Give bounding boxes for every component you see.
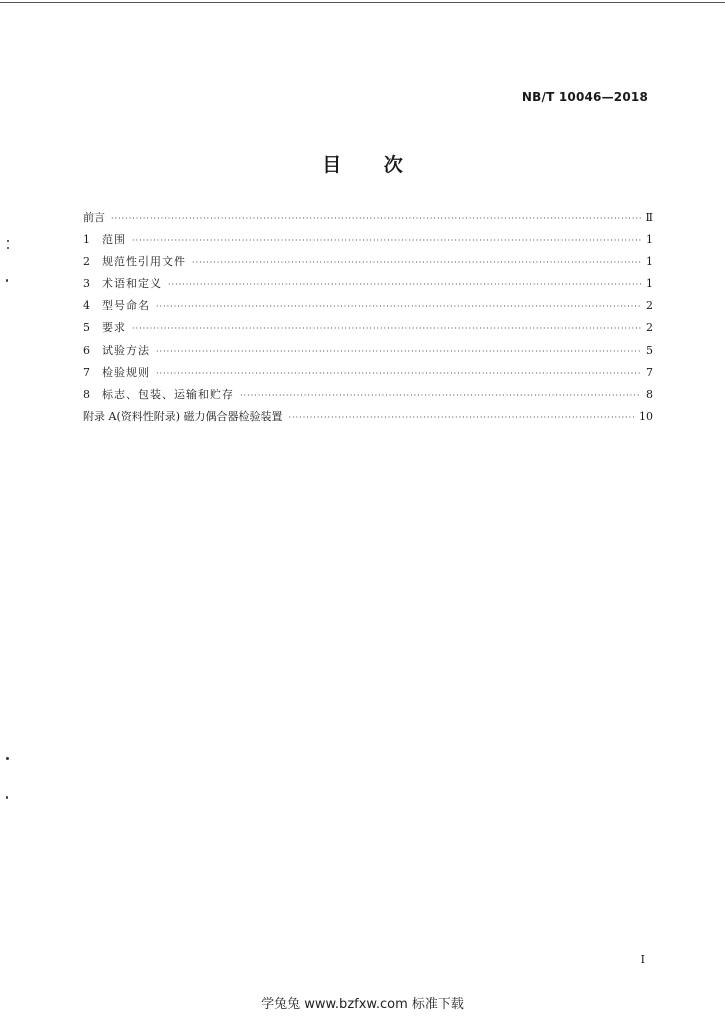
toc-entry-page: 2 — [646, 299, 653, 313]
toc-entry-label: 试验方法 — [102, 343, 150, 357]
toc-entry-label: 范围 — [102, 233, 126, 247]
toc-entry-test-methods[interactable] — [83, 342, 653, 364]
toc-leader-dots — [240, 391, 641, 400]
scan-speck — [6, 796, 8, 799]
standard-code: NB/T 10046—2018 — [521, 90, 648, 104]
table-of-contents — [83, 209, 653, 430]
top-rule — [0, 2, 725, 3]
scan-speck — [7, 247, 9, 249]
toc-entry-label: 规范性引用文件 — [102, 255, 186, 269]
scan-speck — [6, 757, 9, 760]
toc-entry-page: 1 — [646, 277, 653, 291]
toc-entry-label: 附录 A(资料性附录) 磁力偶合器检验装置 — [83, 409, 283, 423]
toc-entry-number: 4 — [83, 299, 90, 313]
toc-entry-page: 1 — [646, 255, 653, 269]
toc-entry-label: 型号命名 — [102, 299, 150, 313]
scan-speck — [7, 240, 9, 242]
toc-entry-page: Ⅱ — [645, 211, 653, 224]
toc-leader-dots — [156, 369, 641, 378]
toc-entry-scope[interactable] — [83, 231, 653, 253]
toc-entry-page: 1 — [646, 233, 653, 247]
toc-leader-dots — [132, 236, 641, 245]
toc-entry-number: 8 — [83, 387, 90, 401]
toc-leader-dots — [132, 324, 641, 333]
toc-leader-dots — [156, 347, 641, 356]
toc-entry-label: 检验规则 — [102, 365, 150, 379]
toc-leader-dots — [111, 214, 641, 223]
toc-entry-normative-references[interactable] — [83, 253, 653, 275]
toc-entry-label: 前言 — [83, 211, 105, 224]
toc-leader-dots — [168, 280, 641, 289]
toc-entry-foreword[interactable] — [83, 209, 653, 231]
toc-entry-label: 标志、包装、运输和贮存 — [102, 387, 234, 401]
toc-entry-number: 3 — [83, 277, 90, 291]
toc-leader-dots — [192, 258, 641, 267]
toc-leader-dots — [289, 413, 635, 422]
toc-entry-number: 6 — [83, 343, 90, 357]
toc-entry-page: 2 — [646, 321, 653, 335]
toc-entry-number: 7 — [83, 365, 90, 379]
scan-speck — [6, 279, 8, 282]
toc-entry-label: 要求 — [102, 321, 126, 335]
toc-entry-marking-packaging[interactable] — [83, 386, 653, 408]
toc-entry-page: 7 — [646, 365, 653, 379]
toc-entry-number: 5 — [83, 321, 90, 335]
page-number: I — [640, 953, 645, 966]
toc-entry-page: 8 — [646, 387, 653, 401]
toc-leader-dots — [156, 302, 641, 311]
toc-entry-page: 5 — [646, 343, 653, 357]
toc-entry-label: 术语和定义 — [102, 277, 162, 291]
toc-entry-annex-a[interactable] — [83, 408, 653, 430]
toc-entry-requirements[interactable] — [83, 319, 653, 341]
toc-entry-number: 2 — [83, 255, 90, 269]
toc-entry-model-naming[interactable] — [83, 297, 653, 319]
toc-entry-inspection-rules[interactable] — [83, 364, 653, 386]
toc-entry-number: 1 — [83, 233, 90, 247]
toc-entry-terms-definitions[interactable] — [83, 275, 653, 297]
toc-entry-page: 10 — [639, 409, 653, 423]
toc-title: 目 次 — [322, 154, 403, 176]
watermark-text: 学兔兔 www.bzfxw.com 标准下载 — [261, 997, 464, 1012]
